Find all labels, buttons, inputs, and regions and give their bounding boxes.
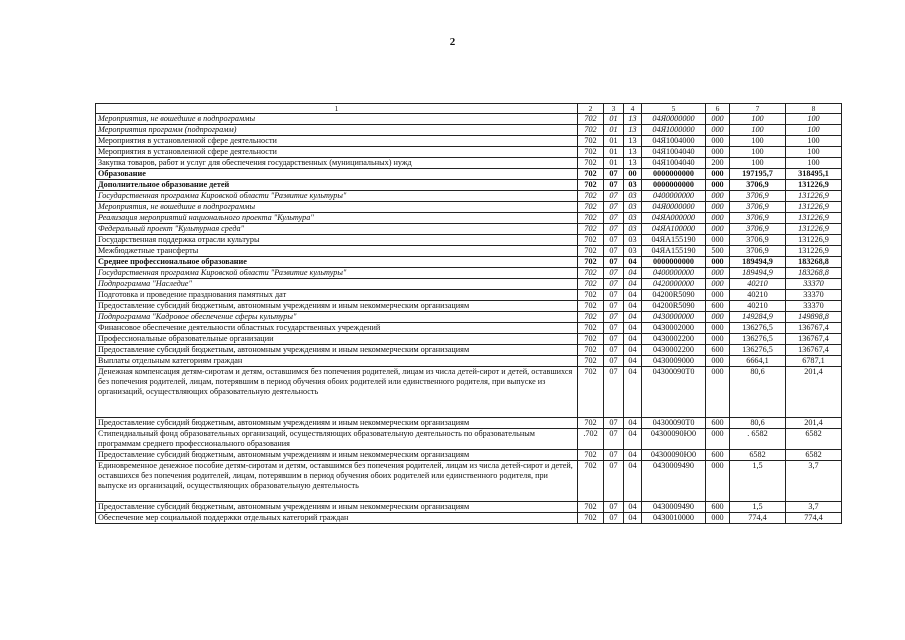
row-target-article-cell: 04ЯА000000 [642,213,706,224]
row-section-cell: 07 [604,301,624,312]
row-amount-year2-cell: 6787,1 [786,356,842,367]
row-subsection-cell: 03 [624,224,642,235]
table-row [96,202,842,213]
table-row [96,224,842,235]
table-row [96,345,842,356]
row-expense-type-cell: 000 [706,334,730,345]
row-amount-year2-cell: 136767,4 [786,345,842,356]
row-amount-year2-cell: 33370 [786,290,842,301]
row-target-article-cell: 04Я1000000 [642,125,706,136]
row-amount-year1-cell: 80,6 [730,418,786,429]
row-expense-type-cell: 000 [706,513,730,524]
page-number: 2 [449,36,456,48]
row-name-cell: Среднее профессиональное образование [96,257,578,268]
row-amount-year2-cell: 100 [786,136,842,147]
row-subsection-cell: 04 [624,356,642,367]
row-ministry-code-cell: 702 [578,202,604,213]
row-amount-year1-cell: 189494,9 [730,268,786,279]
row-section-cell: 07 [604,461,624,502]
row-name-cell: Мероприятия программ (подпрограмм) [96,125,578,136]
table-row [96,356,842,367]
row-subsection-cell: 13 [624,114,642,125]
table-row [96,301,842,312]
row-name-cell: Мероприятия, не вошедшие в подпрограммы [96,202,578,213]
row-amount-year1-cell: 1,5 [730,461,786,502]
row-amount-year1-cell: 197195,7 [730,169,786,180]
table-row [96,125,842,136]
row-section-cell: 01 [604,125,624,136]
row-ministry-code-cell: 702 [578,301,604,312]
row-target-article-cell: 0420000000 [642,279,706,290]
row-ministry-code-cell: 702 [578,345,604,356]
row-ministry-code-cell: 702 [578,158,604,169]
row-section-cell: 07 [604,334,624,345]
row-amount-year2-cell: 149898,8 [786,312,842,323]
row-target-article-cell: 0000000000 [642,180,706,191]
row-section-cell: 07 [604,367,624,418]
row-ministry-code-cell: 702 [578,125,604,136]
row-subsection-cell: 04 [624,312,642,323]
row-name-cell: Государственная поддержка отрасли культуры [96,235,578,246]
row-ministry-code-cell: 702 [578,290,604,301]
row-ministry-code-cell: 702 [578,136,604,147]
row-target-article-cell: 0430002200 [642,334,706,345]
table-row [96,367,842,418]
row-amount-year1-cell: 189494,9 [730,257,786,268]
row-name-cell: Финансовое обеспечение деятельности областных государственных учреждений [96,323,578,334]
row-amount-year1-cell: 3706,9 [730,180,786,191]
row-name-cell: Предоставление субсидий бюджетным, автономным учреждениям и иным некоммерческим организациям [96,502,578,513]
row-amount-year1-cell: 100 [730,125,786,136]
row-target-article-cell: 0430010000 [642,513,706,524]
row-amount-year1-cell: 3706,9 [730,235,786,246]
row-target-article-cell: 0430009000 [642,356,706,367]
row-section-cell: 01 [604,114,624,125]
row-expense-type-cell: 600 [706,345,730,356]
row-target-article-cell: 04200R5090 [642,290,706,301]
row-target-article-cell: 04Я0000000 [642,114,706,125]
row-subsection-cell: 04 [624,290,642,301]
row-section-cell: 07 [604,418,624,429]
row-section-cell: 01 [604,136,624,147]
row-section-cell: 07 [604,246,624,257]
row-amount-year2-cell: 3,7 [786,461,842,502]
row-subsection-cell: 04 [624,450,642,461]
row-name-cell: Межбюджетные трансферты [96,246,578,257]
row-name-cell: Подготовка и проведение празднования памятных дат [96,290,578,301]
row-target-article-cell: 04ЯА100000 [642,224,706,235]
row-ministry-code-cell: 702 [578,147,604,158]
row-name-cell: Закупка товаров, работ и услуг для обеспечения государственных (муниципальных) нужд [96,158,578,169]
row-name-cell: Выплаты отдельным категориям граждан [96,356,578,367]
row-ministry-code-cell: 702 [578,502,604,513]
row-section-cell: 07 [604,235,624,246]
row-amount-year1-cell: 3706,9 [730,246,786,257]
row-ministry-code-cell: 702 [578,213,604,224]
header-cell: 3 [604,104,624,114]
row-subsection-cell: 13 [624,147,642,158]
table-row [96,418,842,429]
row-expense-type-cell: 200 [706,158,730,169]
row-expense-type-cell: 000 [706,461,730,502]
row-target-article-cell: 0000000000 [642,257,706,268]
row-name-cell: Федеральный проект "Культурная среда" [96,224,578,235]
row-expense-type-cell: 600 [706,418,730,429]
row-amount-year2-cell: 3,7 [786,502,842,513]
row-section-cell: 07 [604,450,624,461]
row-amount-year2-cell: 131226,9 [786,246,842,257]
row-amount-year1-cell: 136276,5 [730,323,786,334]
row-target-article-cell: 04ЯА155190 [642,235,706,246]
table-row [96,191,842,202]
row-name-cell: Предоставление субсидий бюджетным, автономным учреждениям и иным некоммерческим организациям [96,301,578,312]
row-expense-type-cell: 000 [706,147,730,158]
row-amount-year1-cell: 6582 [730,450,786,461]
row-name-cell: Обеспечение мер социальной поддержки отдельных категорий граждан [96,513,578,524]
header-cell: 5 [642,104,706,114]
row-amount-year2-cell: 6582 [786,429,842,450]
row-ministry-code-cell: 702 [578,334,604,345]
row-amount-year1-cell: 40210 [730,290,786,301]
header-cell: 4 [624,104,642,114]
row-target-article-cell: 04Я1004000 [642,136,706,147]
row-ministry-code-cell: 702 [578,312,604,323]
row-ministry-code-cell: 702 [578,461,604,502]
row-expense-type-cell: 000 [706,180,730,191]
row-amount-year2-cell: 136767,4 [786,334,842,345]
row-name-cell: Образование [96,169,578,180]
row-amount-year1-cell: 136276,5 [730,334,786,345]
row-amount-year1-cell: 136276,5 [730,345,786,356]
row-subsection-cell: 13 [624,136,642,147]
row-expense-type-cell: 000 [706,202,730,213]
row-amount-year2-cell: 100 [786,147,842,158]
row-amount-year2-cell: 183268,8 [786,268,842,279]
row-amount-year2-cell: 136767,4 [786,323,842,334]
row-target-article-cell: 04200R5090 [642,301,706,312]
header-cell: 2 [578,104,604,114]
row-name-cell: Реализация мероприятий национального проекта "Культура" [96,213,578,224]
row-section-cell: 07 [604,290,624,301]
row-subsection-cell: 03 [624,235,642,246]
row-target-article-cell: 0400000000 [642,268,706,279]
row-amount-year2-cell: 131226,9 [786,180,842,191]
row-section-cell: 07 [604,312,624,323]
row-expense-type-cell: 000 [706,169,730,180]
row-expense-type-cell: 000 [706,268,730,279]
table-row [96,147,842,158]
row-ministry-code-cell: 702 [578,224,604,235]
row-amount-year2-cell: 201,4 [786,418,842,429]
row-amount-year1-cell: 3706,9 [730,213,786,224]
row-amount-year1-cell: 149284,9 [730,312,786,323]
row-amount-year2-cell: 100 [786,114,842,125]
row-name-cell: Мероприятия в установленной сфере деятельности [96,147,578,158]
row-target-article-cell: 04Я1004040 [642,147,706,158]
row-ministry-code-cell: 702 [578,114,604,125]
row-ministry-code-cell: .702 [578,429,604,450]
row-amount-year2-cell: 6582 [786,450,842,461]
row-section-cell: 07 [604,268,624,279]
row-amount-year2-cell: 131226,9 [786,202,842,213]
table-row [96,312,842,323]
row-section-cell: 07 [604,224,624,235]
row-subsection-cell: 03 [624,202,642,213]
row-ministry-code-cell: 702 [578,169,604,180]
row-amount-year1-cell: 774,4 [730,513,786,524]
row-expense-type-cell: 000 [706,235,730,246]
row-expense-type-cell: 000 [706,312,730,323]
row-ministry-code-cell: 702 [578,235,604,246]
row-subsection-cell: 04 [624,334,642,345]
row-name-cell: Государственная программа Кировской области "Развитие культуры" [96,268,578,279]
row-target-article-cell: 04ЯА155190 [642,246,706,257]
row-name-cell: Предоставление субсидий бюджетным, автономным учреждениям и иным некоммерческим организациям [96,418,578,429]
row-subsection-cell: 00 [624,169,642,180]
row-target-article-cell: 04Я0000000 [642,202,706,213]
row-ministry-code-cell: 702 [578,279,604,290]
row-subsection-cell: 13 [624,158,642,169]
row-name-cell: Стипендиальный фонд образовательных организаций, осуществляющих образовательную деятельность по образовательным программам среднего профессионального образования [96,429,578,450]
row-section-cell: 07 [604,279,624,290]
row-subsection-cell: 04 [624,429,642,450]
table-row [96,268,842,279]
row-section-cell: 07 [604,356,624,367]
row-section-cell: 07 [604,345,624,356]
row-section-cell: 07 [604,213,624,224]
table-row [96,169,842,180]
row-subsection-cell: 04 [624,513,642,524]
table-row [96,450,842,461]
row-subsection-cell: 03 [624,191,642,202]
row-name-cell: Профессиональные образовательные организации [96,334,578,345]
row-name-cell: Денежная компенсация детям-сиротам и детям, оставшимся без попечения родителей, лицам из числа детей-сирот и детей, оставшихся без попечения родителей, лицам, потерявшим в период обучения обоих родителей или единственного родителя, при выпуске из организаций, осуществляющих образовательную деятельность [96,367,578,418]
row-amount-year2-cell: 183268,8 [786,257,842,268]
row-target-article-cell: 04300090Ю0 [642,450,706,461]
header-cell: 6 [706,104,730,114]
row-ministry-code-cell: 702 [578,418,604,429]
row-ministry-code-cell: 702 [578,268,604,279]
row-subsection-cell: 13 [624,125,642,136]
row-ministry-code-cell: 702 [578,180,604,191]
row-amount-year1-cell: 80,6 [730,367,786,418]
row-target-article-cell: 0430000000 [642,312,706,323]
row-amount-year1-cell: 100 [730,158,786,169]
row-target-article-cell: 04300090Т0 [642,367,706,418]
row-amount-year1-cell: 3706,9 [730,224,786,235]
row-name-cell: Мероприятия в установленной сфере деятельности [96,136,578,147]
row-expense-type-cell: 000 [706,125,730,136]
row-expense-type-cell: 000 [706,257,730,268]
table-row [96,323,842,334]
row-amount-year2-cell: 774,4 [786,513,842,524]
row-ministry-code-cell: 702 [578,246,604,257]
row-amount-year2-cell: 318495,1 [786,169,842,180]
row-expense-type-cell: 600 [706,450,730,461]
row-expense-type-cell: 000 [706,356,730,367]
row-ministry-code-cell: 702 [578,323,604,334]
row-section-cell: 07 [604,191,624,202]
row-amount-year2-cell: 33370 [786,301,842,312]
row-subsection-cell: 04 [624,418,642,429]
row-target-article-cell: 0430002000 [642,323,706,334]
row-amount-year1-cell: 3706,9 [730,191,786,202]
row-subsection-cell: 03 [624,246,642,257]
table-row [96,136,842,147]
row-amount-year1-cell: 40210 [730,279,786,290]
row-ministry-code-cell: 702 [578,450,604,461]
budget-table-container [95,103,841,524]
row-subsection-cell: 04 [624,502,642,513]
row-target-article-cell: 0430002200 [642,345,706,356]
table-row [96,246,842,257]
row-name-cell: Предоставление субсидий бюджетным, автономным учреждениям и иным некоммерческим организациям [96,345,578,356]
row-subsection-cell: 03 [624,180,642,191]
row-amount-year2-cell: 201,4 [786,367,842,418]
table-row [96,213,842,224]
table-row [96,461,842,502]
budget-table [95,103,842,524]
row-name-cell: Дополнительное образование детей [96,180,578,191]
row-expense-type-cell: 000 [706,213,730,224]
row-amount-year2-cell: 33370 [786,279,842,290]
row-amount-year1-cell: 3706,9 [730,202,786,213]
row-amount-year2-cell: 131226,9 [786,235,842,246]
row-expense-type-cell: 600 [706,502,730,513]
table-row [96,158,842,169]
row-target-article-cell: 04Я1004040 [642,158,706,169]
row-section-cell: 01 [604,158,624,169]
row-name-cell: Единовременное денежное пособие детям-сиротам и детям, оставшимся без попечения родителей, лицам из числа детей-сирот и детей, оставшихся без попечения родителей, лицам, потерявшим в период обучения обоих родителей или единственного родителя, при выпуске из организаций, осуществляющих образовательную деятельность [96,461,578,502]
row-amount-year2-cell: 131226,9 [786,191,842,202]
table-row [96,114,842,125]
row-subsection-cell: 04 [624,461,642,502]
table-row [96,257,842,268]
row-expense-type-cell: 000 [706,367,730,418]
row-subsection-cell: 04 [624,257,642,268]
row-amount-year1-cell: 1,5 [730,502,786,513]
row-ministry-code-cell: 702 [578,513,604,524]
row-expense-type-cell: 000 [706,136,730,147]
table-row [96,235,842,246]
row-subsection-cell: 04 [624,268,642,279]
header-cell: 1 [96,104,578,114]
header-cell: 7 [730,104,786,114]
row-amount-year1-cell: 100 [730,114,786,125]
row-amount-year2-cell: 100 [786,158,842,169]
row-expense-type-cell: 000 [706,279,730,290]
row-ministry-code-cell: 702 [578,191,604,202]
row-ministry-code-cell: 702 [578,356,604,367]
row-amount-year1-cell: 100 [730,136,786,147]
table-row [96,279,842,290]
row-section-cell: 07 [604,202,624,213]
row-target-article-cell: 0400000000 [642,191,706,202]
row-expense-type-cell: 000 [706,191,730,202]
row-target-article-cell: 04300090Ю0 [642,429,706,450]
row-expense-type-cell: 000 [706,114,730,125]
row-subsection-cell: 04 [624,279,642,290]
row-amount-year2-cell: 131226,9 [786,224,842,235]
row-amount-year2-cell: 100 [786,125,842,136]
row-name-cell: Мероприятия, не вошедшие в подпрограммы [96,114,578,125]
row-section-cell: 07 [604,502,624,513]
row-ministry-code-cell: 702 [578,257,604,268]
row-name-cell: Подпрограмма "Наследие" [96,279,578,290]
table-header-row [96,104,842,114]
row-target-article-cell: 0430009490 [642,502,706,513]
row-section-cell: 07 [604,180,624,191]
row-section-cell: 07 [604,169,624,180]
row-target-article-cell: 04300090Т0 [642,418,706,429]
row-amount-year1-cell: 100 [730,147,786,158]
table-row [96,502,842,513]
table-row [96,290,842,301]
row-expense-type-cell: 000 [706,323,730,334]
table-row [96,513,842,524]
row-subsection-cell: 04 [624,367,642,418]
row-ministry-code-cell: 702 [578,367,604,418]
row-expense-type-cell: 000 [706,429,730,450]
row-expense-type-cell: 600 [706,301,730,312]
row-amount-year2-cell: 131226,9 [786,213,842,224]
header-cell: 8 [786,104,842,114]
row-section-cell: 07 [604,429,624,450]
row-subsection-cell: 03 [624,213,642,224]
row-section-cell: 07 [604,323,624,334]
row-section-cell: 07 [604,513,624,524]
row-subsection-cell: 04 [624,301,642,312]
table-row [96,334,842,345]
row-name-cell: Государственная программа Кировской области "Развитие культуры" [96,191,578,202]
row-target-article-cell: 0000000000 [642,169,706,180]
row-target-article-cell: 0430009490 [642,461,706,502]
row-amount-year1-cell: . 6582 [730,429,786,450]
row-subsection-cell: 04 [624,345,642,356]
row-section-cell: 07 [604,257,624,268]
table-row [96,180,842,191]
row-section-cell: 01 [604,147,624,158]
row-expense-type-cell: 500 [706,246,730,257]
table-row [96,429,842,450]
row-subsection-cell: 04 [624,323,642,334]
row-expense-type-cell: 000 [706,224,730,235]
row-expense-type-cell: 000 [706,290,730,301]
row-amount-year1-cell: 40210 [730,301,786,312]
row-amount-year1-cell: 6664,1 [730,356,786,367]
row-name-cell: Подпрограмма "Кадровое обеспечение сферы культуры" [96,312,578,323]
row-name-cell: Предоставление субсидий бюджетным, автономным учреждениям и иным некоммерческим организациям [96,450,578,461]
